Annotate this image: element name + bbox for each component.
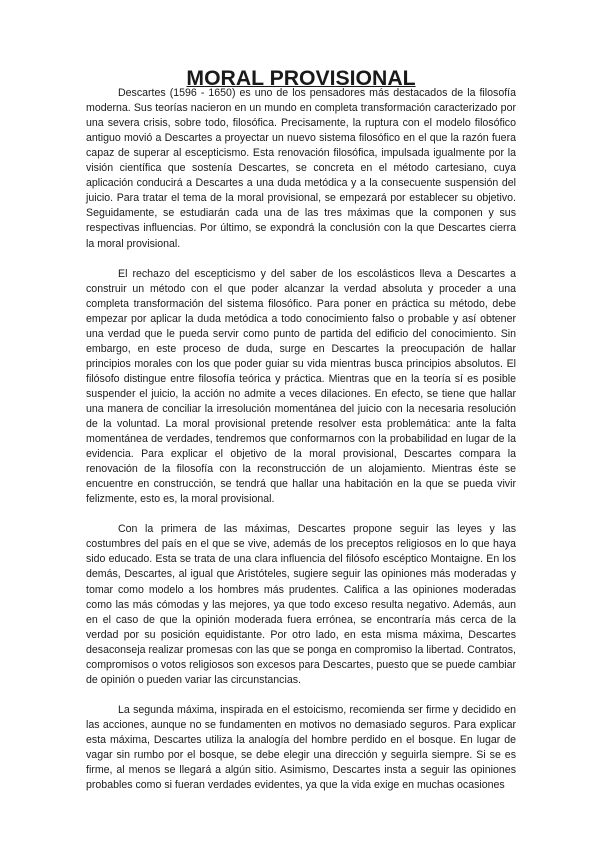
document-title: MORAL PROVISIONAL: [186, 67, 416, 90]
paragraph-gap: [86, 252, 516, 267]
paragraph-gap: [86, 507, 516, 522]
paragraph-second-maxim: La segunda máxima, inspirada en el estoicismo, recomienda ser firme y decidido en las acciones, aunque no se fundamenten en motivos no demasiado seguros. Para explicar esta máxima, Descartes utiliza la analogía del hombre perdido en el bosque. En lugar de vagar sin rumbo por el bosque, se debe elegir una dirección y seguirla siempre. Si se es firme, al menos se llegará a algún sitio. Asimismo, Descartes insta a seguir las opiniones probables como si fueran verdades evidentes, ya que la vida exige en muchas ocasiones: [86, 703, 516, 792]
paragraph-introduction: Descartes (1596 - 1650) es uno de los pensadores más destacados de la filosofía moderna. Sus teorías nacieron en un mundo en completa transformación caracterizado por una severa crisis, sobre todo, filosófica. Precisamente, la ruptura con el modelo filosófico antiguo movió a Descartes a proyectar un nuevo sistema filosófico en el que la razón fuera capaz de superar al escepticismo. Esta renovación filosófica, impulsada igualmente por la visión científica que sostenía Descartes, se concreta en el método cartesiano, cuya aplicación conducirá a Descartes a una duda metódica y a la consecuente suspensión del juicio. Para tratar el tema de la moral provisional, se empezará por establecer su objetivo. Seguidamente, se estudiarán cada una de las tres máximas que la componen y sus respectivas influencias. Por último, se expondrá la conclusión con la que Descartes cierra la moral provisional.: [86, 87, 516, 250]
paragraph-gap: [86, 688, 516, 703]
paragraph-objective: El rechazo del escepticismo y del saber de los escolásticos lleva a Descartes a construir un método con el que poder alcanzar la verdad absoluta y proceder a una completa transformación del sistema filosófico. Para poner en práctica su método, debe empezar por aplicar la duda metódica a todo conocimiento falso o probable y así obtener una verdad que le pueda servir como punto de partida del edificio del conocimiento. Sin embargo, en este proceso de duda, surge en Descartes la preocupación de hallar principios morales con los que poder guiar su vida mientras busca principios absolutos. El filósofo distingue entre filosofía teórica y práctica. Mientras que en la teoría sí es posible suspender el juicio, la acción no admite a veces dilaciones. En efecto, se tiene que hallar una manera de conciliar la irresolución momentánea del juicio con la necesaria resolución de la voluntad. La moral provisional pretende resolver esta problemática: ante la falta momentánea de verdades, tendremos que conformarnos con la probabilidad en lugar de la evidencia. Para explicar el objetivo de la moral provisional, Descartes compara la renovación de la filosofía con la reconstrucción de un alojamiento. Mientras éste se encuentre en construcción, se tendrá que hallar una habitación en la que se pueda vivir felizmente, esto es, la moral provisional.: [86, 267, 516, 506]
paragraph-first-maxim: Con la primera de las máximas, Descartes propone seguir las leyes y las costumbres del país en el que se vive, además de los preceptos religiosos en lo que haya sido educado. Esta se trata de una clara influencia del filósofo escéptico Montaigne. En los demás, Descartes, al igual que Aristóteles, sugiere seguir las opiniones más moderadas y tomar como modelo a los hombres más prudentes. Califica a las opiniones moderadas como las más cómodas y las mejores, ya que todo exceso resulta negativo. Además, aun en el caso de que la opinión moderada fuera errónea, se encontraría más cerca de la verdad por su posición equidistante. Por otro lado, en esta misma máxima, Descartes desaconseja realizar promesas con las que se ponga en compromiso la libertad. Contratos, compromisos o votos religiosos son excesos para Descartes, puesto que se puede cambiar de opinión o pueden variar las circunstancias.: [86, 523, 516, 686]
document-body: [86, 67, 516, 793]
